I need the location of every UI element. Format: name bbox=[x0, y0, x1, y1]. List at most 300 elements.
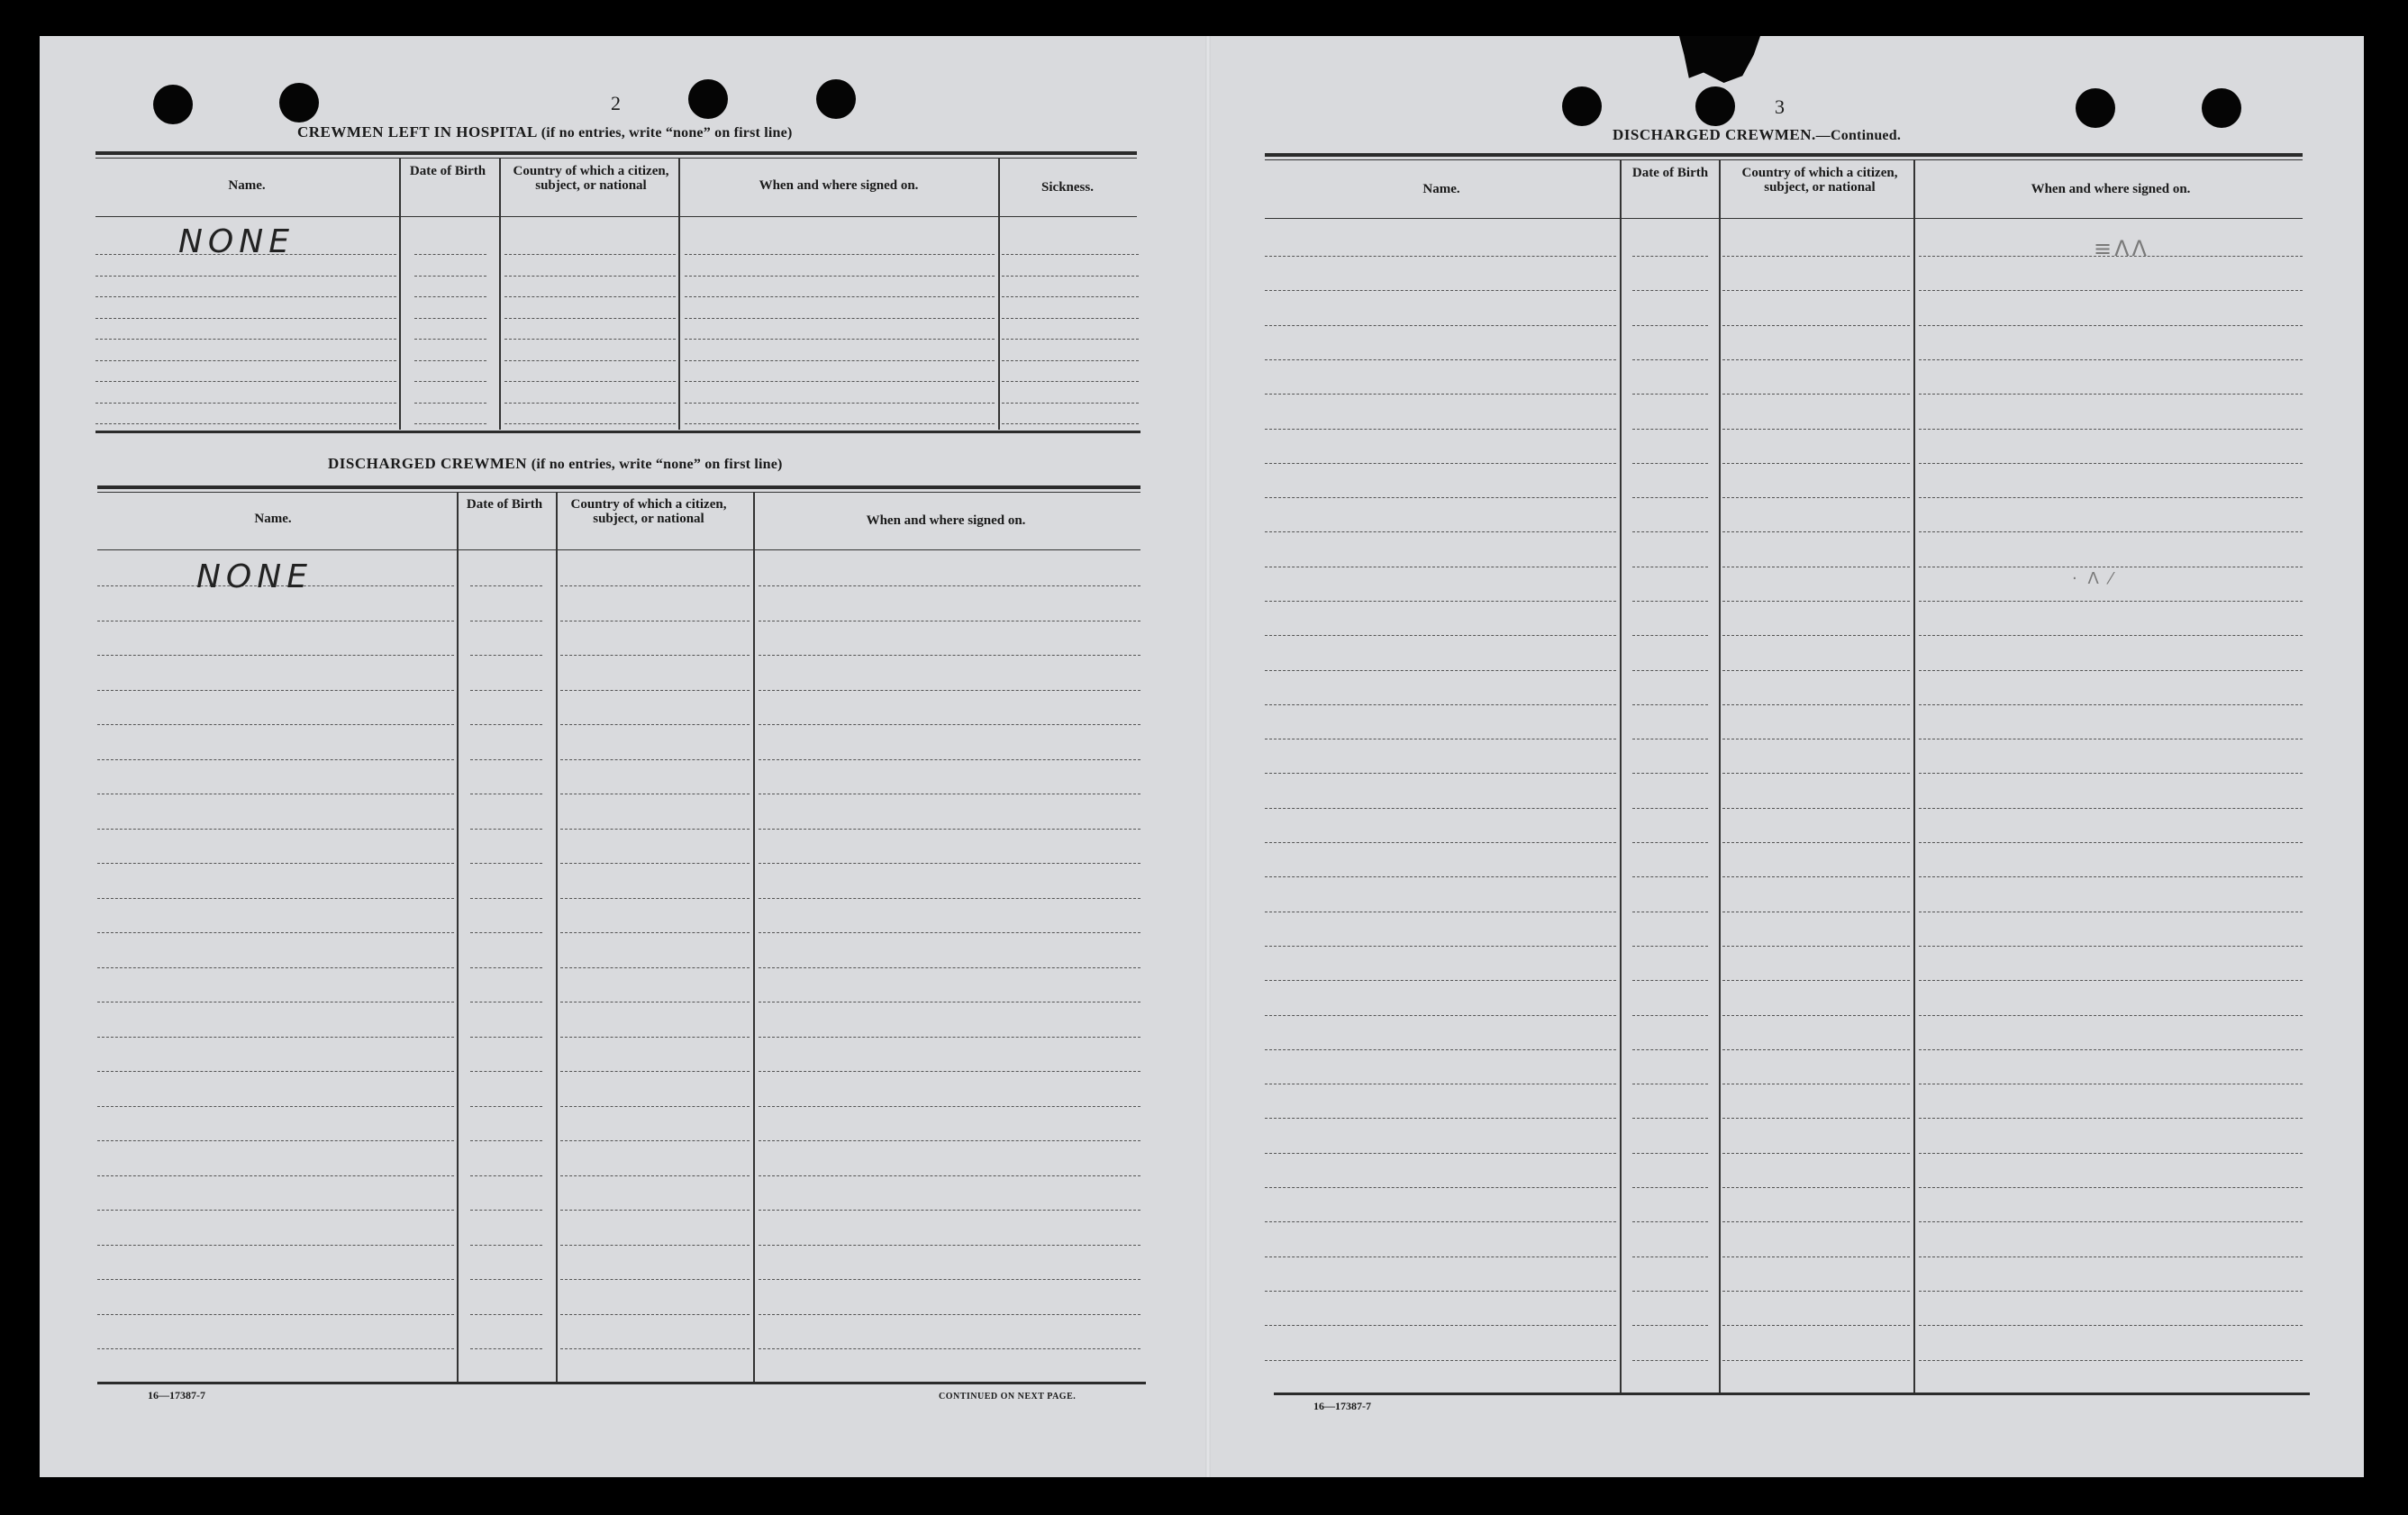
right-vline bbox=[1913, 159, 1915, 1393]
ruled-line bbox=[1919, 842, 2303, 843]
ruled-line bbox=[1265, 1221, 1616, 1222]
ruled-line bbox=[1919, 704, 2303, 705]
form-number-right: 16—17387-7 bbox=[1313, 1400, 1371, 1412]
ruled-line bbox=[1632, 394, 1708, 395]
ruled-line bbox=[504, 403, 676, 404]
ruled-line bbox=[1632, 808, 1708, 809]
ruled-line bbox=[1919, 1256, 2303, 1257]
ruled-line bbox=[504, 339, 676, 340]
ruled-line bbox=[97, 1245, 454, 1246]
hospital-vline bbox=[499, 158, 501, 430]
ruled-line bbox=[1722, 359, 1910, 360]
ruled-line bbox=[759, 690, 1140, 691]
ruled-line bbox=[759, 967, 1140, 968]
ruled-line bbox=[1919, 980, 2303, 981]
ruled-line bbox=[685, 339, 995, 340]
ruled-line bbox=[414, 360, 486, 361]
ruled-line bbox=[1632, 670, 1708, 671]
ruled-line bbox=[470, 829, 542, 830]
ruled-line bbox=[1002, 339, 1139, 340]
ruled-line bbox=[95, 360, 396, 361]
ruled-line bbox=[1002, 423, 1139, 424]
ruled-line bbox=[97, 724, 454, 725]
ruled-line bbox=[1919, 773, 2303, 774]
ruled-line bbox=[1265, 1187, 1616, 1188]
ruled-line bbox=[470, 690, 542, 691]
ruled-line bbox=[759, 1245, 1140, 1246]
ruled-line bbox=[1265, 1325, 1616, 1326]
ruled-line bbox=[1722, 670, 1910, 671]
punch-hole bbox=[688, 79, 728, 119]
right-vline bbox=[1719, 159, 1721, 1393]
ruled-line bbox=[560, 724, 750, 725]
hospital-vline bbox=[399, 158, 401, 430]
hospital-section-title bbox=[297, 123, 792, 141]
ruled-line bbox=[1919, 1221, 2303, 1222]
ruled-line bbox=[414, 339, 486, 340]
ruled-line bbox=[504, 381, 676, 382]
ruled-line bbox=[1632, 1118, 1708, 1119]
ruled-line bbox=[470, 1314, 542, 1315]
right-title-text: DISCHARGED CREWMEN. bbox=[1613, 126, 1816, 143]
ruled-line bbox=[97, 1279, 454, 1280]
discharged-handwritten-entry: NONE bbox=[196, 558, 313, 595]
hospital-col-name: Name. bbox=[228, 178, 266, 193]
ruled-line bbox=[1722, 1360, 1910, 1361]
ruled-line bbox=[470, 724, 542, 725]
ruled-line bbox=[414, 318, 486, 319]
ruled-line bbox=[560, 1106, 750, 1107]
ruled-line bbox=[1632, 773, 1708, 774]
hospital-title-text: CREWMEN LEFT IN HOSPITAL bbox=[297, 123, 537, 141]
ruled-line bbox=[1002, 276, 1139, 277]
discharged-col-signed: When and where signed on. bbox=[866, 513, 1026, 528]
ruled-line bbox=[1722, 429, 1910, 430]
ruled-line bbox=[97, 759, 454, 760]
right-col-dob: Date of Birth bbox=[1631, 166, 1709, 180]
ruled-line bbox=[414, 403, 486, 404]
ruled-line bbox=[1722, 1187, 1910, 1188]
ruled-line bbox=[1722, 946, 1910, 947]
form-number-left: 16—17387-7 bbox=[148, 1389, 205, 1402]
ruled-line bbox=[1632, 1256, 1708, 1257]
ruled-line bbox=[1265, 325, 1616, 326]
ruled-line bbox=[414, 296, 486, 297]
ruled-line bbox=[759, 1279, 1140, 1280]
ruled-line bbox=[97, 655, 454, 656]
ruled-line bbox=[1632, 1291, 1708, 1292]
ruled-line bbox=[504, 254, 676, 255]
ruled-line bbox=[759, 932, 1140, 933]
ruled-line bbox=[1722, 1118, 1910, 1119]
ruled-line bbox=[1722, 256, 1910, 257]
ruled-line bbox=[97, 1175, 454, 1176]
ruled-line bbox=[1919, 463, 2303, 464]
hospital-title-note: (if no entries, write “none” on first line) bbox=[541, 125, 793, 141]
ruled-line bbox=[1919, 1187, 2303, 1188]
right-section-title bbox=[1613, 126, 1901, 144]
discharged-title-note: (if no entries, write “none” on first line) bbox=[531, 457, 783, 472]
ruled-line bbox=[1632, 1360, 1708, 1361]
ruled-line bbox=[1919, 808, 2303, 809]
discharged-bottom-rule bbox=[97, 1382, 1146, 1384]
ruled-line bbox=[95, 403, 396, 404]
ruled-line bbox=[97, 690, 454, 691]
ruled-line bbox=[1265, 463, 1616, 464]
ruled-line bbox=[97, 1348, 454, 1349]
ruled-line bbox=[470, 898, 542, 899]
ruled-line bbox=[470, 967, 542, 968]
ruled-line bbox=[1265, 1049, 1616, 1050]
ruled-line bbox=[1919, 325, 2303, 326]
discharged-col-country: Country of which a citizen, subject, or national bbox=[570, 497, 727, 526]
hospital-bottom-rule bbox=[95, 431, 1140, 433]
ruled-line bbox=[1265, 1118, 1616, 1119]
ruled-line bbox=[759, 1140, 1140, 1141]
continued-note: CONTINUED ON NEXT PAGE. bbox=[939, 1392, 1077, 1402]
ruled-line bbox=[1265, 980, 1616, 981]
ruled-line bbox=[1919, 1325, 2303, 1326]
punch-hole bbox=[1562, 86, 1602, 126]
right-col-signed: When and where signed on. bbox=[2031, 182, 2191, 196]
ruled-line bbox=[1722, 290, 1910, 291]
ruled-line bbox=[1265, 842, 1616, 843]
hospital-vline bbox=[678, 158, 680, 430]
ruled-line bbox=[560, 829, 750, 830]
ruled-line bbox=[470, 1106, 542, 1107]
discharged-title-text: DISCHARGED CREWMEN bbox=[328, 455, 528, 472]
ruled-line bbox=[759, 759, 1140, 760]
ruled-line bbox=[1722, 1015, 1910, 1016]
ruled-line bbox=[1632, 980, 1708, 981]
ruled-line bbox=[759, 829, 1140, 830]
ruled-line bbox=[1265, 497, 1616, 498]
ruled-line bbox=[1265, 876, 1616, 877]
ruled-line bbox=[1265, 256, 1616, 257]
ruled-line bbox=[1632, 497, 1708, 498]
hospital-top-rule-thin bbox=[95, 158, 1137, 159]
ruled-line bbox=[1002, 360, 1139, 361]
ruled-line bbox=[504, 276, 676, 277]
faint-bleed-through-mark: · Λ ⁄ bbox=[2072, 569, 2115, 588]
hospital-header-rule bbox=[95, 216, 1137, 217]
ruled-line bbox=[1722, 1049, 1910, 1050]
ruled-line bbox=[759, 585, 1140, 586]
ruled-line bbox=[1722, 1325, 1910, 1326]
ruled-line bbox=[1632, 1049, 1708, 1050]
ruled-line bbox=[1002, 254, 1139, 255]
hospital-col-country: Country of which a citizen, subject, or national bbox=[513, 164, 669, 193]
ruled-line bbox=[1919, 876, 2303, 877]
ruled-line bbox=[1265, 704, 1616, 705]
ruled-line bbox=[1722, 1256, 1910, 1257]
ruled-line bbox=[1722, 531, 1910, 532]
ruled-line bbox=[1919, 1153, 2303, 1154]
ruled-line bbox=[1722, 497, 1910, 498]
ruled-line bbox=[1722, 876, 1910, 877]
ruled-line bbox=[1632, 1187, 1708, 1188]
right-vline bbox=[1620, 159, 1622, 1393]
ruled-line bbox=[97, 863, 454, 864]
ruled-line bbox=[470, 1245, 542, 1246]
ruled-line bbox=[414, 254, 486, 255]
ruled-line bbox=[1265, 429, 1616, 430]
ruled-line bbox=[470, 1279, 542, 1280]
ruled-line bbox=[1919, 1015, 2303, 1016]
discharged-section-title bbox=[328, 455, 783, 473]
ruled-line bbox=[560, 1210, 750, 1211]
ruled-line bbox=[560, 759, 750, 760]
ruled-line bbox=[504, 296, 676, 297]
ruled-line bbox=[1632, 531, 1708, 532]
ruled-line bbox=[1722, 1291, 1910, 1292]
ruled-line bbox=[1632, 359, 1708, 360]
ruled-line bbox=[97, 1314, 454, 1315]
punch-hole bbox=[1695, 86, 1735, 126]
ruled-line bbox=[560, 1140, 750, 1141]
ruled-line bbox=[95, 381, 396, 382]
ruled-line bbox=[1632, 635, 1708, 636]
ruled-line bbox=[1632, 463, 1708, 464]
ruled-line bbox=[1919, 359, 2303, 360]
ruled-line bbox=[1919, 635, 2303, 636]
ruled-line bbox=[1919, 497, 2303, 498]
hospital-col-dob: Date of Birth bbox=[409, 164, 486, 178]
faint-bleed-through-mark: ≡ΛΛ bbox=[2094, 236, 2149, 261]
ruled-line bbox=[470, 655, 542, 656]
ruled-line bbox=[685, 276, 995, 277]
ruled-line bbox=[414, 381, 486, 382]
ruled-line bbox=[1919, 1049, 2303, 1050]
ruled-line bbox=[1919, 531, 2303, 532]
ruled-line bbox=[470, 863, 542, 864]
ruled-line bbox=[1002, 381, 1139, 382]
ruled-line bbox=[1265, 394, 1616, 395]
ruled-line bbox=[1002, 318, 1139, 319]
ruled-line bbox=[1265, 601, 1616, 602]
ruled-line bbox=[560, 898, 750, 899]
ruled-line bbox=[1722, 704, 1910, 705]
ruled-line bbox=[1632, 325, 1708, 326]
ruled-line bbox=[759, 1106, 1140, 1107]
ruled-line bbox=[1632, 1153, 1708, 1154]
hospital-top-rule bbox=[95, 151, 1137, 155]
right-title-suffix: —Continued. bbox=[1815, 128, 1902, 143]
right-top-rule bbox=[1265, 153, 2303, 157]
ruled-line bbox=[560, 1279, 750, 1280]
ruled-line bbox=[1919, 1291, 2303, 1292]
ruled-line bbox=[95, 276, 396, 277]
ruled-line bbox=[1632, 290, 1708, 291]
ruled-line bbox=[504, 318, 676, 319]
ruled-line bbox=[1632, 429, 1708, 430]
ruled-line bbox=[685, 254, 995, 255]
ruled-line bbox=[97, 967, 454, 968]
right-bottom-rule bbox=[1274, 1393, 2310, 1395]
ruled-line bbox=[1722, 325, 1910, 326]
ruled-line bbox=[470, 1210, 542, 1211]
ruled-line bbox=[95, 318, 396, 319]
ruled-line bbox=[1722, 1153, 1910, 1154]
ruled-line bbox=[560, 1037, 750, 1038]
ruled-line bbox=[560, 585, 750, 586]
ruled-line bbox=[470, 585, 542, 586]
ruled-line bbox=[1722, 1221, 1910, 1222]
ruled-line bbox=[759, 1071, 1140, 1072]
ruled-line bbox=[1722, 394, 1910, 395]
ruled-line bbox=[95, 339, 396, 340]
ruled-line bbox=[1919, 394, 2303, 395]
ruled-line bbox=[1265, 808, 1616, 809]
punch-hole bbox=[816, 79, 856, 119]
ruled-line bbox=[560, 690, 750, 691]
discharged-col-name: Name. bbox=[254, 512, 292, 526]
ruled-line bbox=[1919, 290, 2303, 291]
ruled-line bbox=[759, 1037, 1140, 1038]
ruled-line bbox=[560, 863, 750, 864]
ruled-line bbox=[1722, 635, 1910, 636]
ruled-line bbox=[1002, 403, 1139, 404]
ruled-line bbox=[470, 1175, 542, 1176]
ruled-line bbox=[1722, 842, 1910, 843]
ruled-line bbox=[97, 1140, 454, 1141]
ruled-line bbox=[1632, 1325, 1708, 1326]
ruled-line bbox=[97, 1071, 454, 1072]
ruled-line bbox=[1632, 876, 1708, 877]
ruled-line bbox=[97, 1106, 454, 1107]
ruled-line bbox=[504, 423, 676, 424]
hospital-col-sickness: Sickness. bbox=[1041, 180, 1094, 195]
punch-hole bbox=[2202, 88, 2241, 128]
ruled-line bbox=[685, 360, 995, 361]
punch-hole bbox=[2076, 88, 2115, 128]
ruled-line bbox=[759, 898, 1140, 899]
ruled-line bbox=[560, 1314, 750, 1315]
ruled-line bbox=[685, 423, 995, 424]
ruled-line bbox=[1265, 359, 1616, 360]
ruled-line bbox=[1919, 1360, 2303, 1361]
ruled-line bbox=[1265, 1291, 1616, 1292]
right-header-rule bbox=[1265, 218, 2303, 219]
ruled-line bbox=[504, 360, 676, 361]
discharged-header-rule bbox=[97, 549, 1140, 550]
ruled-line bbox=[97, 932, 454, 933]
ruled-line bbox=[1632, 946, 1708, 947]
ruled-line bbox=[1919, 946, 2303, 947]
ruled-line bbox=[97, 829, 454, 830]
ruled-line bbox=[560, 655, 750, 656]
discharged-vline bbox=[753, 492, 755, 1382]
ruled-line bbox=[470, 759, 542, 760]
ruled-line bbox=[685, 403, 995, 404]
page-number-left: 2 bbox=[611, 92, 621, 114]
ruled-line bbox=[1722, 773, 1910, 774]
punch-hole bbox=[153, 85, 193, 124]
punch-hole bbox=[279, 83, 319, 122]
ruled-line bbox=[414, 276, 486, 277]
ruled-line bbox=[1722, 463, 1910, 464]
right-col-country: Country of which a citizen, subject, or national bbox=[1741, 166, 1898, 195]
ruled-line bbox=[1265, 1153, 1616, 1154]
ruled-line bbox=[470, 1071, 542, 1072]
ruled-line bbox=[759, 655, 1140, 656]
discharged-top-rule-thin bbox=[97, 492, 1140, 493]
ruled-line bbox=[470, 1348, 542, 1349]
ruled-line bbox=[1265, 531, 1616, 532]
ruled-line bbox=[685, 381, 995, 382]
ruled-line bbox=[97, 1037, 454, 1038]
ruled-line bbox=[1265, 1256, 1616, 1257]
ruled-line bbox=[470, 932, 542, 933]
ruled-line bbox=[95, 296, 396, 297]
ruled-line bbox=[759, 724, 1140, 725]
ruled-line bbox=[685, 318, 995, 319]
ruled-line bbox=[97, 898, 454, 899]
ruled-line bbox=[470, 1037, 542, 1038]
discharged-vline bbox=[556, 492, 558, 1382]
right-col-name: Name. bbox=[1422, 182, 1460, 196]
hospital-handwritten-entry: NONE bbox=[178, 223, 295, 260]
ruled-line bbox=[1632, 601, 1708, 602]
right-top-rule-thin bbox=[1265, 159, 2303, 160]
ruled-line bbox=[1632, 256, 1708, 257]
ruled-line bbox=[1722, 980, 1910, 981]
ruled-line bbox=[759, 863, 1140, 864]
document-sheet bbox=[40, 36, 2364, 1477]
ruled-line bbox=[1919, 429, 2303, 430]
ruled-line bbox=[1265, 1360, 1616, 1361]
ruled-line bbox=[1265, 1015, 1616, 1016]
ruled-line bbox=[1265, 635, 1616, 636]
ruled-line bbox=[1265, 773, 1616, 774]
page-number-right: 3 bbox=[1775, 95, 1785, 118]
ruled-line bbox=[1919, 670, 2303, 671]
ruled-line bbox=[97, 1210, 454, 1211]
ruled-line bbox=[1919, 1118, 2303, 1119]
ruled-line bbox=[759, 1210, 1140, 1211]
ruled-line bbox=[95, 423, 396, 424]
ruled-line bbox=[560, 1071, 750, 1072]
ruled-line bbox=[1265, 946, 1616, 947]
discharged-col-dob: Date of Birth bbox=[466, 497, 543, 512]
ruled-line bbox=[1632, 1015, 1708, 1016]
hospital-col-signed: When and where signed on. bbox=[759, 178, 919, 193]
page-fold bbox=[1205, 36, 1211, 1477]
discharged-vline bbox=[457, 492, 459, 1382]
discharged-top-rule bbox=[97, 485, 1140, 489]
ruled-line bbox=[1265, 290, 1616, 291]
ruled-line bbox=[560, 932, 750, 933]
ruled-line bbox=[1919, 601, 2303, 602]
ruled-line bbox=[759, 1175, 1140, 1176]
ruled-line bbox=[1632, 704, 1708, 705]
ruled-line bbox=[1722, 601, 1910, 602]
hospital-vline bbox=[998, 158, 1000, 430]
ruled-line bbox=[1632, 1221, 1708, 1222]
ruled-line bbox=[1265, 670, 1616, 671]
ruled-line bbox=[1002, 296, 1139, 297]
ruled-line bbox=[414, 423, 486, 424]
ruled-line bbox=[1632, 842, 1708, 843]
ruled-line bbox=[560, 1348, 750, 1349]
ruled-line bbox=[560, 967, 750, 968]
ruled-line bbox=[560, 1175, 750, 1176]
ruled-line bbox=[685, 296, 995, 297]
ruled-line bbox=[560, 1245, 750, 1246]
ruled-line bbox=[759, 1314, 1140, 1315]
ruled-line bbox=[1722, 808, 1910, 809]
ruled-line bbox=[759, 1348, 1140, 1349]
